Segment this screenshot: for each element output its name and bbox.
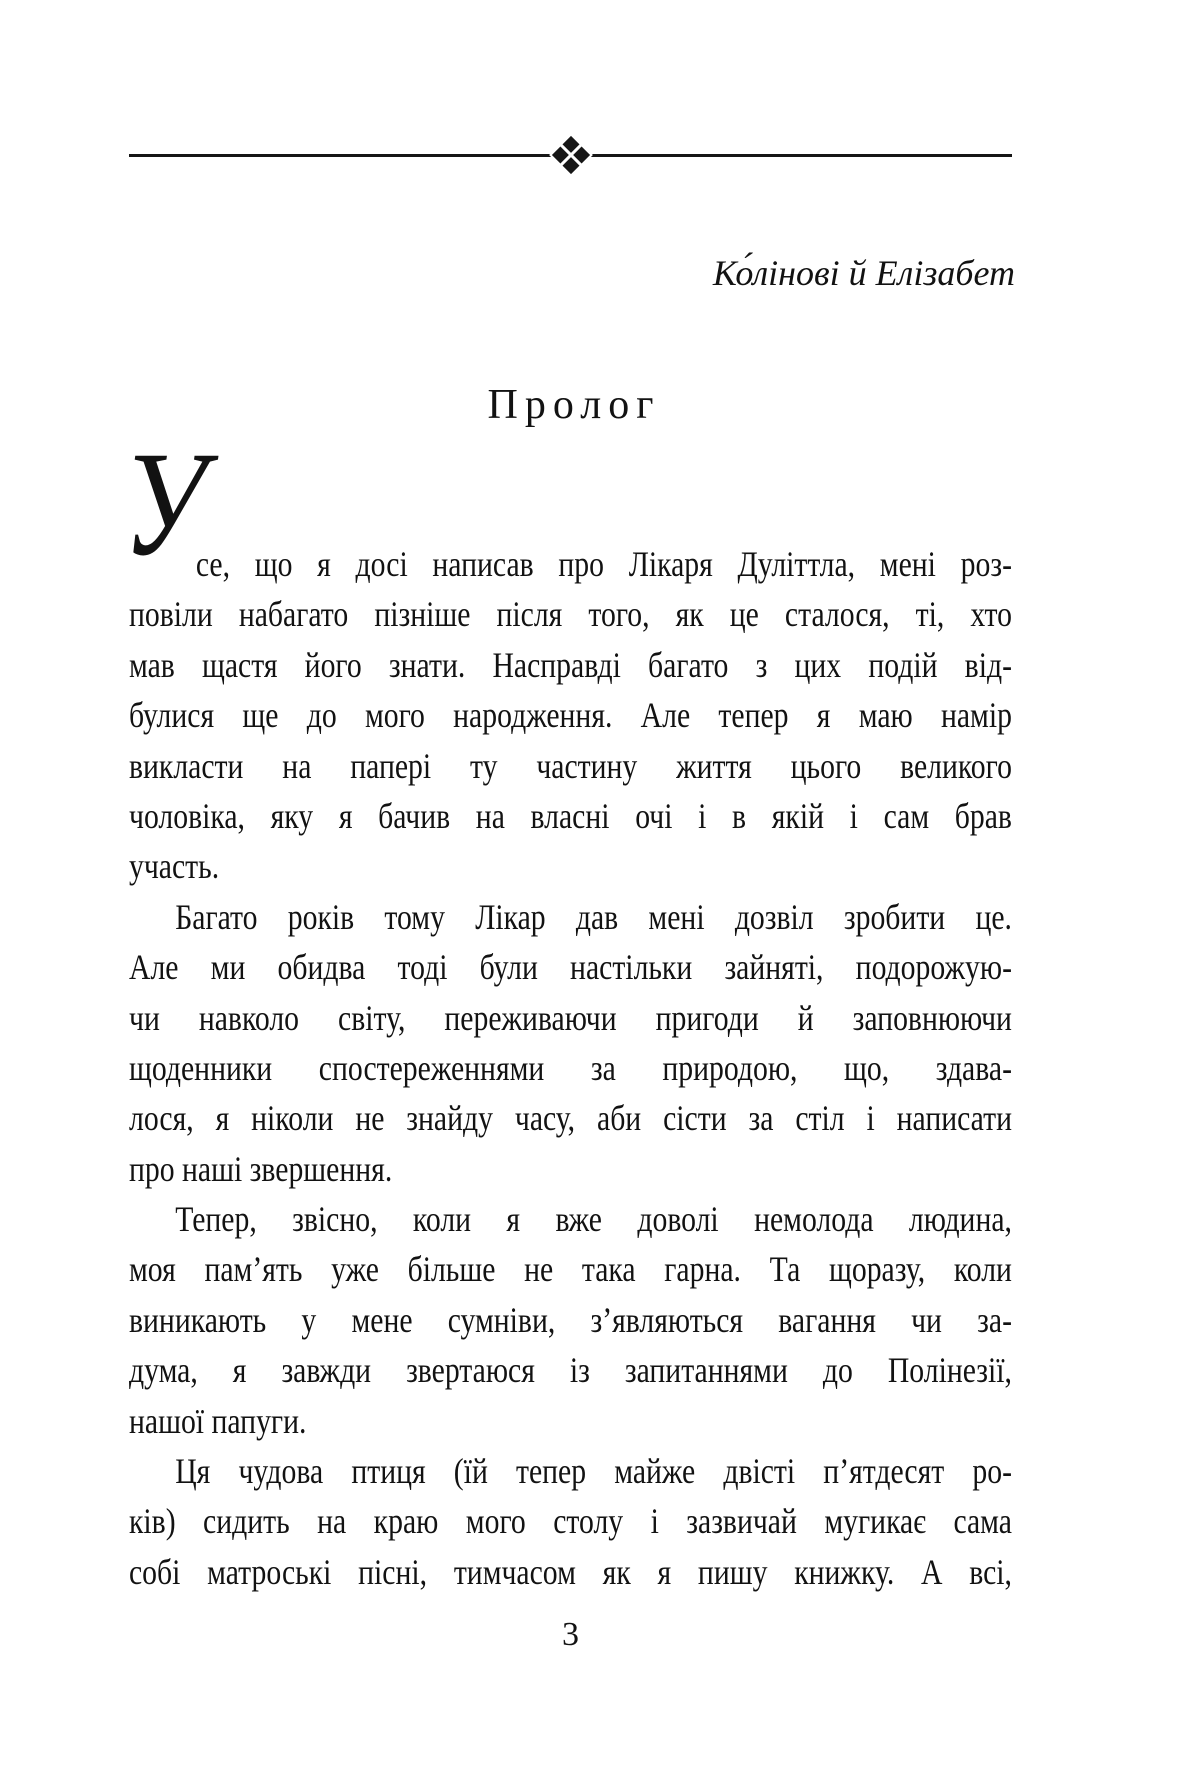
paragraphs (129, 539, 1012, 1597)
text-line: Але ми обидва тоді були настільки зайняті, подорожую- (129, 947, 1012, 988)
text-line: Багато років тому Лікар дав мені дозвіл зробити це. (175, 896, 1012, 937)
text-line: щоденники спостереженнями за природою, що, здава- (129, 1047, 1012, 1088)
text-line: нашої папуги. (129, 1400, 307, 1441)
text-line: мав щастя його знати. Насправді багато з цих подій від- (129, 644, 1012, 685)
paragraph (129, 1194, 1012, 1446)
text-line: викласти на папері ту частину життя цього великого (129, 745, 1012, 786)
chapter-title: Пролог (487, 382, 661, 428)
diamond-shape (562, 157, 579, 174)
text-line: лося, я ніколи не знайду часу, аби сісти за стіл і написати (129, 1098, 1012, 1139)
text-line: се, що я досі написав про Лікаря Дуліттла, мені роз- (195, 544, 1012, 584)
text-line: ків) сидить на краю мого столу і зазвичай мугикає сама (129, 1501, 1012, 1542)
paragraph (129, 892, 1012, 1194)
text-line: чи навколо світу, переживаючи пригоди й заповнюючи (129, 997, 1012, 1038)
text-line: дума, я завжди звертаюся із запитаннями до Полінезії, (129, 1350, 1012, 1391)
text-line: виникають у мене сумніви, з’являються вагання чи за- (129, 1299, 1012, 1340)
text-line: булися ще до мого народження. Але тепер я маю намір (129, 695, 1012, 736)
text-line: участь. (129, 846, 220, 887)
header-rule (129, 138, 1012, 176)
paragraph (129, 1446, 1012, 1597)
text-line: моя пам’ять уже більше не така гарна. Та щоразу, коли (129, 1249, 1012, 1290)
text-line: собі матроські пісні, тимчасом як я пишу книжку. А всі, (129, 1551, 1012, 1592)
diamond-ornament-icon (549, 133, 593, 177)
text-line: про наші звершення. (129, 1148, 393, 1189)
text-line: чоловіка, яку я бачив на власні очі і в якій і сам брав (129, 795, 1012, 836)
drop-cap: У (122, 421, 206, 587)
page-number: 3 (562, 1616, 579, 1653)
text-line: Тепер, звісно, коли я вже доволі немолода людина, (175, 1199, 1012, 1240)
dedication: Ко́лінові й Елізабет (712, 253, 1015, 293)
text-line: Ця чудова птиця (їй тепер майже двісті п’ятдесят ро- (175, 1451, 1012, 1492)
body-text (122, 421, 1012, 1597)
text-line: повіли набагато пізніше після того, як це сталося, ті, хто (129, 594, 1012, 635)
paragraph (129, 539, 1012, 892)
